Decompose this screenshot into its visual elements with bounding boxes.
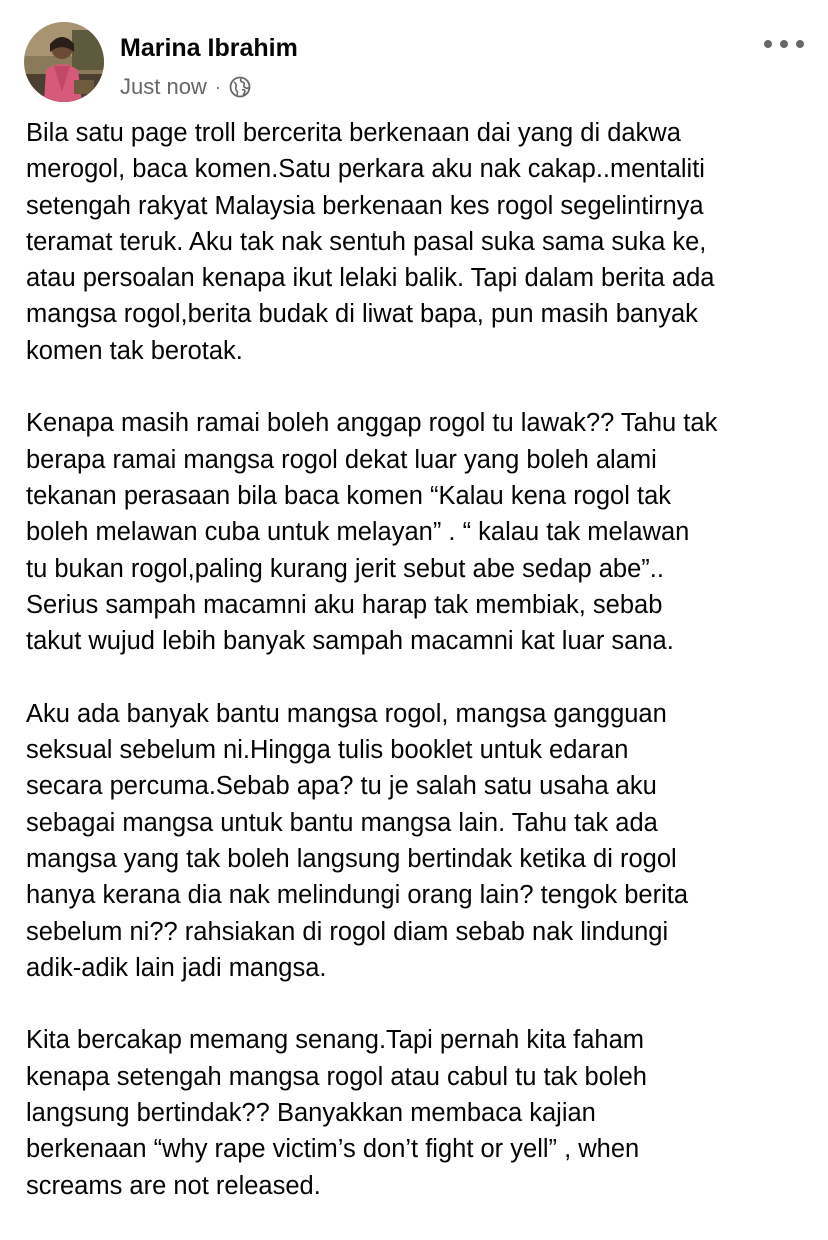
post-paragraph-1: Bila satu page troll bercerita berkenaan dai yang di dakwa merogol, baca komen.Satu perkara aku nak cakap..mentaliti setengah rakyat Malaysia berkenaan kes rogol segelintirnya teramat teruk. Aku tak nak sentuh pasal suka sama suka ke, atau persoalan kenapa ikut lelaki balik. Tapi dalam berita ada mangsa rogol,berita budak di liwat bapa, pun masih banyak komen tak berotak. bbox=[26, 119, 715, 365]
avatar[interactable] bbox=[24, 22, 104, 102]
post-body bbox=[26, 115, 816, 1240]
post-paragraph-2: Kenapa masih ramai boleh anggap rogol tu lawak?? Tahu tak berapa ramai mangsa rogol dekat luar yang boleh alami tekanan perasaan bila baca komen “Kalau kena rogol tak boleh melawan cuba untuk melayan” . “ kalau tak melawan tu bukan rogol,paling kurang jerit sebut abe sedap abe”.. Serius sampah macamni aku harap tak membiak, sebab takut wujud lebih banyak sampah macamni kat luar sana. bbox=[26, 409, 718, 656]
post-header bbox=[24, 22, 808, 104]
globe-icon[interactable] bbox=[229, 76, 251, 98]
avatar-image bbox=[24, 22, 104, 102]
more-options-icon[interactable] bbox=[764, 32, 804, 56]
more-dot bbox=[796, 40, 804, 48]
author-name[interactable]: Marina Ibrahim bbox=[120, 34, 298, 62]
post-paragraph-3: Aku ada banyak bantu mangsa rogol, mangsa gangguan seksual sebelum ni.Hingga tulis booklet untuk edaran secara percuma.Sebab apa? tu je salah satu usaha aku sebagai mangsa untuk bantu mangsa lain. Tahu tak ada mangsa yang tak boleh langsung bertindak ketika di rogol hanya kerana dia nak melindungi orang lain? tengok berita sebelum ni?? rahsiakan di rogol diam sebab nak lindungi adik-adik lain jadi mangsa. bbox=[26, 699, 689, 982]
more-dot bbox=[764, 40, 772, 48]
post-timestamp[interactable]: Just now bbox=[120, 74, 207, 99]
post-paragraph-4: Kita bercakap memang senang.Tapi pernah kita faham kenapa setengah mangsa rogol atau cabul tu tak boleh langsung bertindak?? Banyakkan membaca kajian berkenaan “why rape victim’s don’t fight or yell” , when screams are not released. bbox=[26, 1026, 647, 1200]
post-meta bbox=[120, 74, 251, 100]
meta-separator: · bbox=[214, 76, 221, 97]
more-dot bbox=[780, 40, 788, 48]
